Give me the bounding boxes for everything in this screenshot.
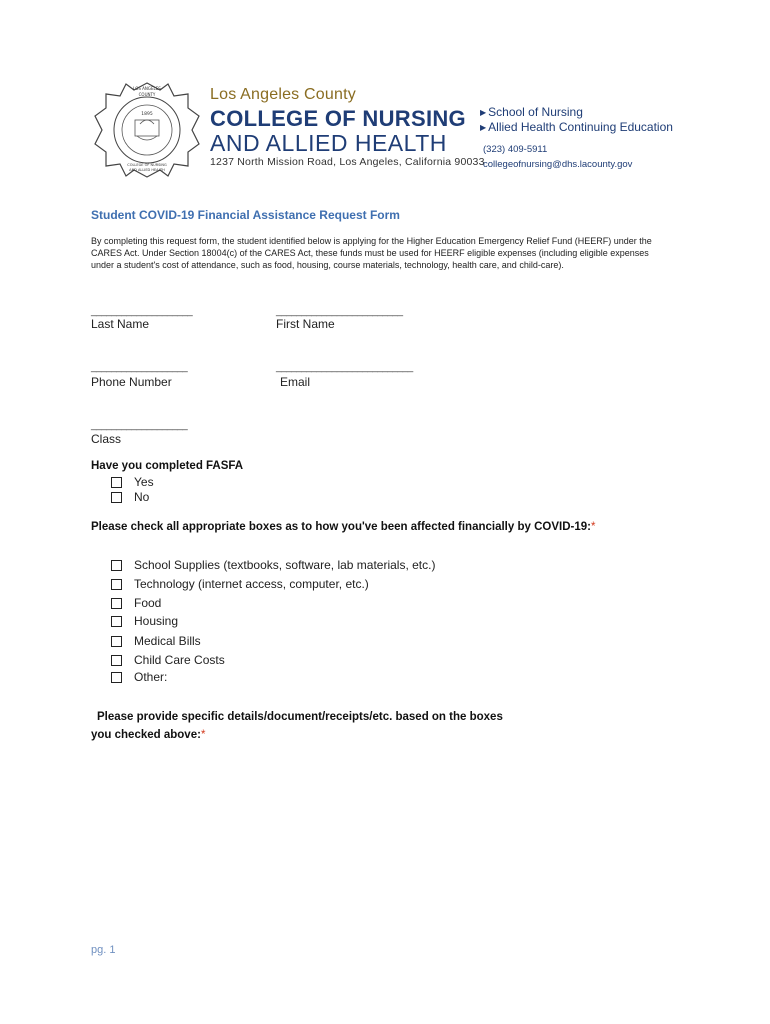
checkbox[interactable] [111,477,122,488]
seal-text-year: 1895 [141,112,153,117]
phone-blank[interactable]: ___________________ [91,362,188,373]
first-name-blank[interactable]: _________________________ [276,306,403,317]
affected-question [91,521,595,533]
college-name-line2: AND ALLIED HEALTH [210,130,447,156]
triangle-bullet-icon: ▶ [480,123,487,132]
checkbox[interactable] [111,598,122,609]
affected-option-technology[interactable] [111,577,369,591]
email-label: Email [280,375,311,389]
required-asterisk: * [590,521,596,533]
county-name: Los Angeles County [210,86,356,103]
program-label: Allied Health Continuing Education [488,120,673,134]
page-number: pg. 1 [91,944,116,956]
program-item-allied [480,120,673,135]
option-label: Child Care Costs [134,653,225,667]
option-label: Food [134,596,162,610]
fasfa-yes-option[interactable] [111,475,154,489]
checkbox[interactable] [111,616,122,627]
question-text: you checked above: [91,729,201,741]
contact-phone: (323) 409-5911 [483,144,548,155]
contact-info [483,142,632,172]
phone-label: Phone Number [91,375,172,389]
last-name-blank[interactable]: ____________________ [91,306,193,317]
contact-email[interactable]: collegeofnursing@dhs.lacounty.gov [483,159,633,170]
program-list [480,105,673,135]
seal-text-top: LOS ANGELES [133,86,161,91]
college-name-line1: COLLEGE OF NURSING [210,106,466,131]
option-label: Technology (internet access, computer, etc.) [134,577,369,591]
affected-option-food[interactable] [111,596,161,610]
last-name-label: Last Name [91,317,150,331]
details-question-line2 [91,729,205,741]
seal-text-allied: AND ALLIED HEALTH [129,168,165,172]
class-label: Class [91,432,122,446]
affected-option-medical-bills[interactable] [111,634,201,648]
checkbox[interactable] [111,560,122,571]
fasfa-question: Have you completed FASFA [91,460,244,472]
class-blank[interactable]: ___________________ [91,420,188,431]
question-text: Please check all appropriate boxes as to how you've been affected financially by COVID-19: [91,521,591,533]
affected-option-child-care[interactable] [111,653,225,667]
option-label: School Supplies (textbooks, software, lab materials, etc.) [134,558,436,572]
program-label: School of Nursing [488,105,583,119]
affected-option-school-supplies[interactable] [111,558,435,572]
details-question-line1: Please provide specific details/document/receipts/etc. based on the boxes [97,711,503,723]
option-label: Medical Bills [134,634,201,648]
option-label: Housing [134,614,179,628]
option-label: Other: [134,670,168,684]
seal-text-college: COLLEGE OF NURSING [127,163,167,167]
checkbox[interactable] [111,492,122,503]
option-label: Yes [134,475,154,489]
option-label: No [134,490,150,504]
program-item-nursing [480,105,673,120]
form-title: Student COVID-19 Financial Assistance Request Form [91,208,400,222]
checkbox[interactable] [111,672,122,683]
affected-option-housing[interactable] [111,614,178,628]
first-name-label: First Name [276,317,335,331]
seal-text-county: COUNTY [138,92,156,97]
fasfa-no-option[interactable] [111,490,149,504]
checkbox[interactable] [111,636,122,647]
required-asterisk: * [200,729,206,741]
college-seal-logo [92,80,202,180]
affected-option-other[interactable] [111,670,167,684]
checkbox[interactable] [111,655,122,666]
intro-paragraph: By completing this request form, the student identified below is applying for the Higher Education Emergency Relief Fund (HEERF) under the CARES Act. Under Section 18004(c) of the CARES Act, these funds must be used for HEERF eligible expenses (including eligible expenses under a student's cost of attendance, such as food, housing, course materials, technology, health care, and child-care). [91,236,652,270]
triangle-bullet-icon: ▶ [480,108,487,117]
email-blank[interactable]: ___________________________ [276,362,413,373]
college-address: 1237 North Mission Road, Los Angeles, California 90033 [210,156,485,168]
checkbox[interactable] [111,579,122,590]
